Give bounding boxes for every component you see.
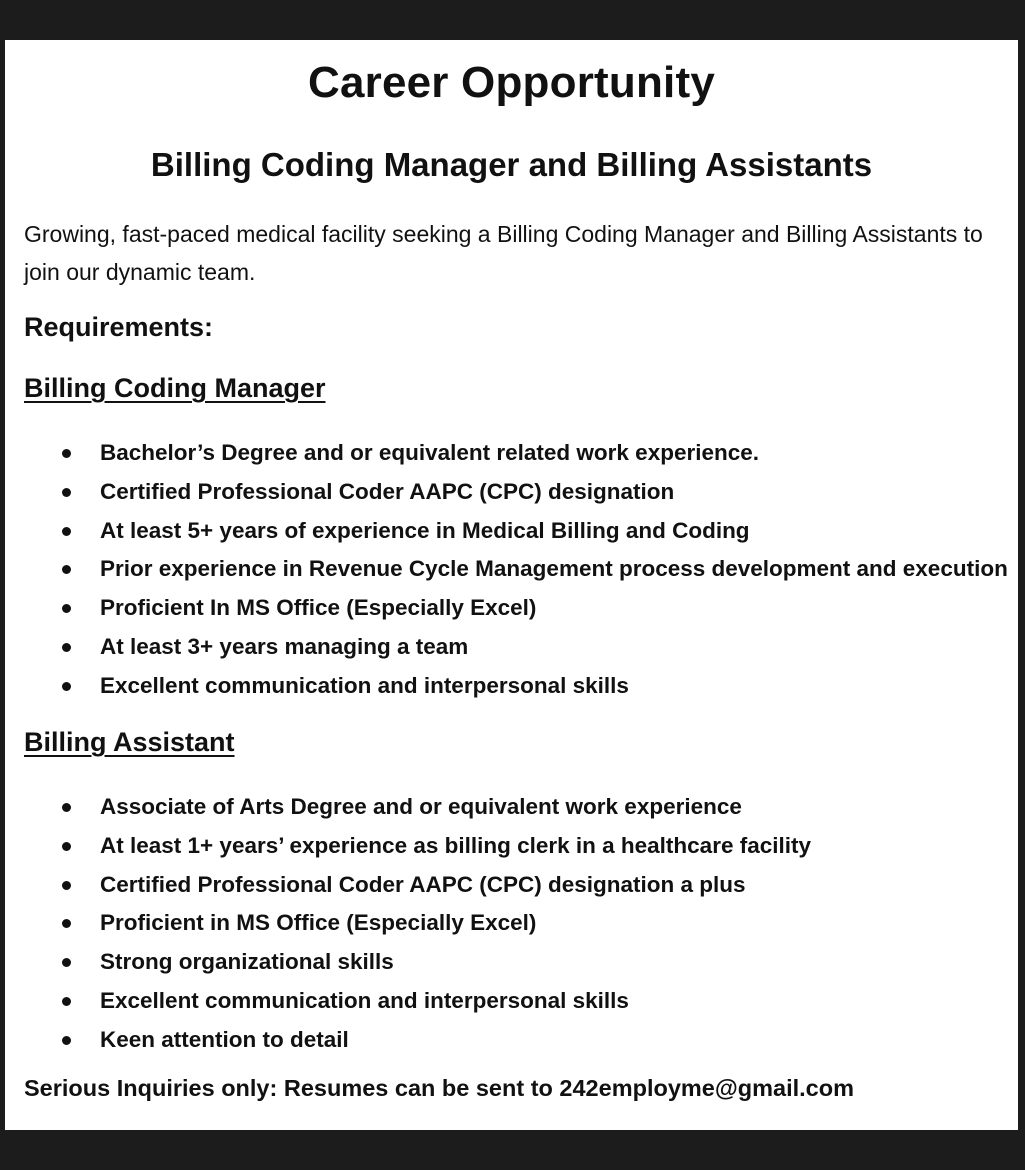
bullet-icon <box>62 958 71 967</box>
list-item-text: At least 3+ years managing a team <box>100 633 469 659</box>
bullet-icon <box>62 842 71 851</box>
bullet-icon <box>62 997 71 1006</box>
bullet-icon <box>62 449 71 458</box>
list-item-text: Proficient In MS Office (Especially Excel) <box>100 595 537 621</box>
page-subtitle: Billing Coding Manager and Billing Assistants <box>150 146 873 183</box>
manager-requirements-list <box>5 434 1018 706</box>
list-item-text: Excellent communication and interpersonal skills <box>100 987 629 1013</box>
list-item <box>5 982 1018 1021</box>
list-item <box>5 904 1018 943</box>
list-item <box>5 1021 1018 1060</box>
list-item <box>5 473 1018 512</box>
bullet-icon <box>62 881 71 890</box>
list-item-text: Associate of Arts Degree and or equivalent work experience <box>100 794 742 819</box>
bullet-icon <box>62 643 71 652</box>
list-item <box>5 550 1018 589</box>
contact-footer: Serious Inquiries only: Resumes can be sent to 242employme@gmail.com <box>24 1075 855 1101</box>
assistant-requirements-list <box>5 788 1018 1060</box>
bullet-icon <box>62 488 71 497</box>
list-item-text: At least 1+ years’ experience as billing clerk in a healthcare facility <box>100 832 811 858</box>
list-item-text: Proficient in MS Office (Especially Excel) <box>100 910 537 936</box>
bullet-icon <box>62 565 71 574</box>
manager-section-heading: Billing Coding Manager <box>24 373 326 403</box>
list-item <box>5 628 1018 667</box>
list-item <box>5 667 1018 706</box>
bullet-icon <box>62 1036 71 1045</box>
bullet-icon <box>62 604 71 613</box>
list-item-text: Certified Professional Coder AAPC (CPC) designation <box>100 478 675 504</box>
page-title: Career Opportunity <box>308 58 715 107</box>
list-item <box>5 943 1018 982</box>
list-item-text: Keen attention to detail <box>100 1026 349 1052</box>
list-item <box>5 512 1018 551</box>
assistant-section-heading: Billing Assistant <box>24 727 235 757</box>
bullet-icon <box>62 919 71 928</box>
list-item <box>5 589 1018 628</box>
list-item-text: At least 5+ years of experience in Medical Billing and Coding <box>100 517 750 543</box>
list-item <box>5 788 1018 827</box>
intro-paragraph: Growing, fast-paced medical facility seeking a Billing Coding Manager and Billing Assistants to join our dynamic team. <box>24 221 983 285</box>
bullet-icon <box>62 527 71 536</box>
bullet-icon <box>62 803 71 812</box>
list-item <box>5 827 1018 866</box>
list-item-text: Certified Professional Coder AAPC (CPC) designation a plus <box>100 871 746 897</box>
list-item-text: Bachelor’s Degree and or equivalent related work experience. <box>100 440 760 465</box>
job-posting-page <box>5 40 1018 1130</box>
requirements-heading: Requirements: <box>24 312 214 342</box>
list-item-text: Prior experience in Revenue Cycle Management process development and execution <box>100 556 1008 582</box>
list-item-text: Strong organizational skills <box>100 949 394 975</box>
bullet-icon <box>62 682 71 691</box>
list-item <box>5 434 1018 473</box>
list-item-text: Excellent communication and interpersonal skills <box>100 672 629 698</box>
list-item <box>5 866 1018 905</box>
